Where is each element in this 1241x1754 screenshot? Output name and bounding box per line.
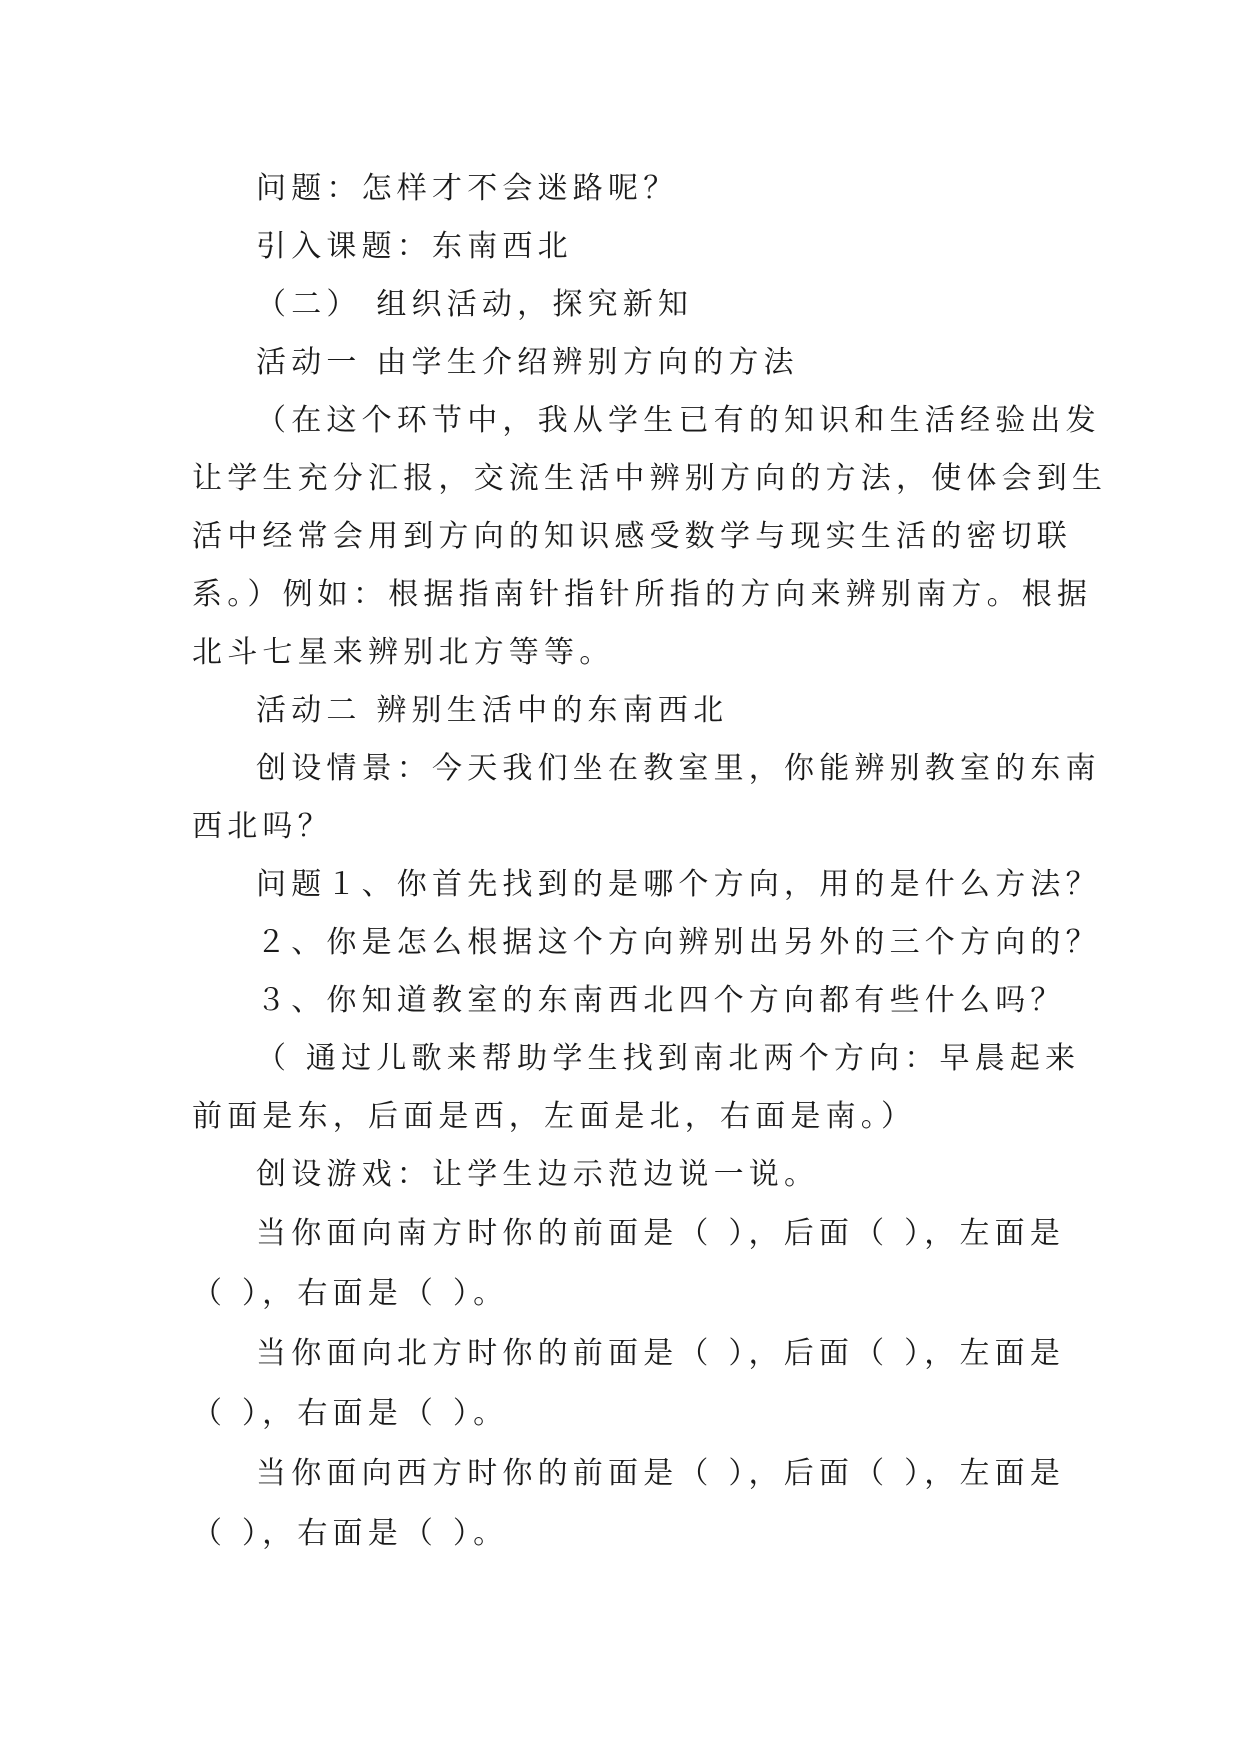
question-item: ２、你是怎么根据这个方向辨别出另外的三个方向的？ [256, 925, 1101, 960]
question-line: 问题：怎样才不会迷路呢？ [256, 171, 679, 206]
scenario-line: 西北吗？ [192, 809, 333, 844]
exercise-south-line: 当你面向南方时你的前面是（ ），后面（ ），左面是 [256, 1216, 1066, 1251]
document-body [192, 160, 1108, 1564]
exercise-north-line: （ ），右面是（ ）。 [192, 1396, 509, 1431]
exercise-west-line: （ ），右面是（ ）。 [192, 1516, 509, 1551]
paragraph-line: 系。）例如：根据指南针指针所指的方向来辨别南方。根据 [192, 577, 1093, 612]
topic-intro-line: 引入课题：东南西北 [256, 229, 573, 264]
paragraph-line: 活中经常会用到方向的知识感受数学与现实生活的密切联 [192, 519, 1072, 554]
rhyme-line: 前面是东，后面是西，左面是北，右面是南。） [192, 1099, 917, 1134]
game-line: 创设游戏：让学生边示范边说一说。 [256, 1157, 820, 1192]
rhyme-line: （ 通过儿歌来帮助学生找到南北两个方向：早晨起来 [256, 1041, 1081, 1076]
exercise-south-line: （ ），右面是（ ）。 [192, 1276, 509, 1311]
activity-one-heading: 活动一 由学生介绍辨别方向的方法 [256, 345, 799, 380]
scenario-line: 创设情景：今天我们坐在教室里，你能辨别教室的东南 [256, 751, 1101, 786]
paragraph-line: 北斗七星来辨别北方等等。 [192, 635, 615, 670]
paragraph-line: 让学生充分汇报，交流生活中辨别方向的方法，使体会到生 [192, 461, 1108, 496]
paragraph-line: （在这个环节中，我从学生已有的知识和生活经验出发 [256, 403, 1101, 438]
section-heading: （二） 组织活动，探究新知 [256, 287, 694, 322]
exercise-north-line: 当你面向北方时你的前面是（ ），后面（ ），左面是 [256, 1336, 1066, 1371]
question-item: 问题１、你首先找到的是哪个方向，用的是什么方法？ [256, 867, 1101, 902]
activity-two-heading: 活动二 辨别生活中的东南西北 [256, 693, 729, 728]
question-item: ３、你知道教室的东南西北四个方向都有些什么吗？ [256, 983, 1066, 1018]
exercise-west-line: 当你面向西方时你的前面是（ ），后面（ ），左面是 [256, 1456, 1066, 1491]
